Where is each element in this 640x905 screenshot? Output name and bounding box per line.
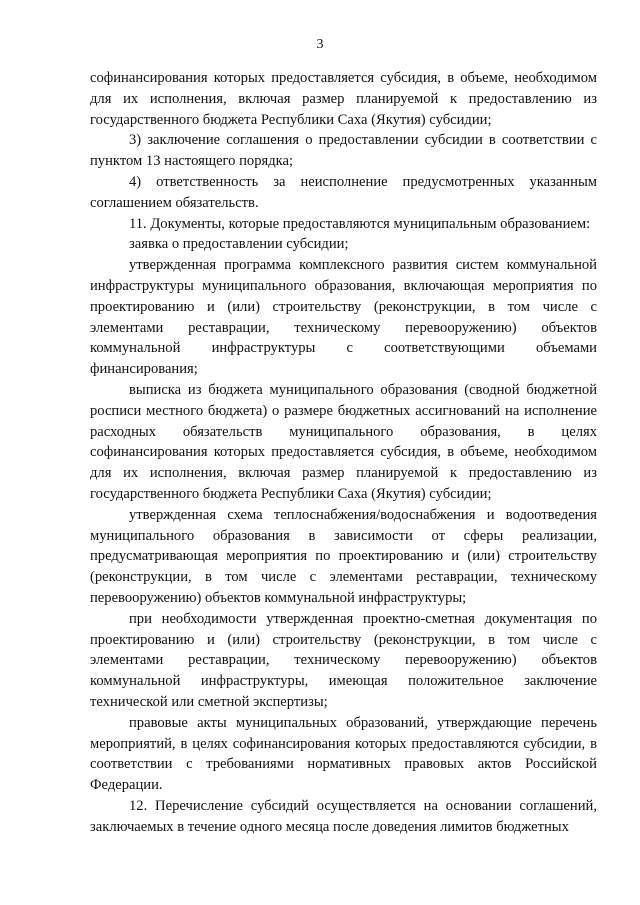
paragraph: при необходимости утвержденная проектно-сметная документация по проектированию и (или) строительству (реконструкции, в том числе с элементами реставрации, техническому перевооружению) объектов коммунальной инфраструктуры, имеющая положительное заключение технической или сметной экспертизы; [90,610,597,710]
paragraph: правовые акты муниципальных образований, утверждающие перечень мероприятий, в целях софинансирования которых предоставляются субсидии, в соответствии с требованиями нормативных правовых актов Российской Федерации. [90,714,597,794]
paragraph: утвержденная схема теплоснабжения/водоснабжения и водоотведения муниципального образования в зависимости от сферы реализации, предусматривающая мероприятия по проектированию и (или) строительству (реконструкции, в том числе с элементами реставрации, техническому перевооружению) объектов коммунальной инфраструктуры; [90,506,597,606]
paragraph: заявка о предоставлении субсидии; [129,236,349,253]
paragraph: софинансирования которых предоставляется субсидия, в объеме, необходимом для их исполнения, включая размер планируемой к предоставлению из государственного бюджета Республики Саха (Якутия) субсидии; [90,70,597,128]
document-body [90,68,597,837]
paragraph: 4) ответственность за неисполнение предусмотренных указанным соглашением обязательств. [90,173,597,211]
paragraph: 3) заключение соглашения о предоставлении субсидии в соответствии с пунктом 13 настоящего порядка; [90,132,597,170]
paragraph: 12. Перечисление субсидий осуществляется на основании соглашений, заключаемых в течение одного месяца после доведения лимитов бюджетных [90,797,597,835]
paragraph: 11. Документы, которые предоставляются муниципальным образованием: [129,215,591,232]
paragraph: утвержденная программа комплексного развития систем коммунальной инфраструктуры муниципального образования, включающая мероприятия по проектированию и (или) строительству (реконструкции, в том числе с элементами реставрации, техническому перевооружению) объектов коммунальной инфраструктуры с соответствующими объемами финансирования; [90,257,597,378]
page-number: 3 [316,37,324,52]
paragraph: выписка из бюджета муниципального образования (сводной бюджетной росписи местного бюджета) о размере бюджетных ассигнований на исполнение расходных обязательств муниципального образования, в целях софинансирования которых предоставляется субсидия, в объеме, необходимом для их исполнения, включая размер планируемой к предоставлению из государственного бюджета Республики Саха (Якутия) субсидии; [90,381,597,502]
